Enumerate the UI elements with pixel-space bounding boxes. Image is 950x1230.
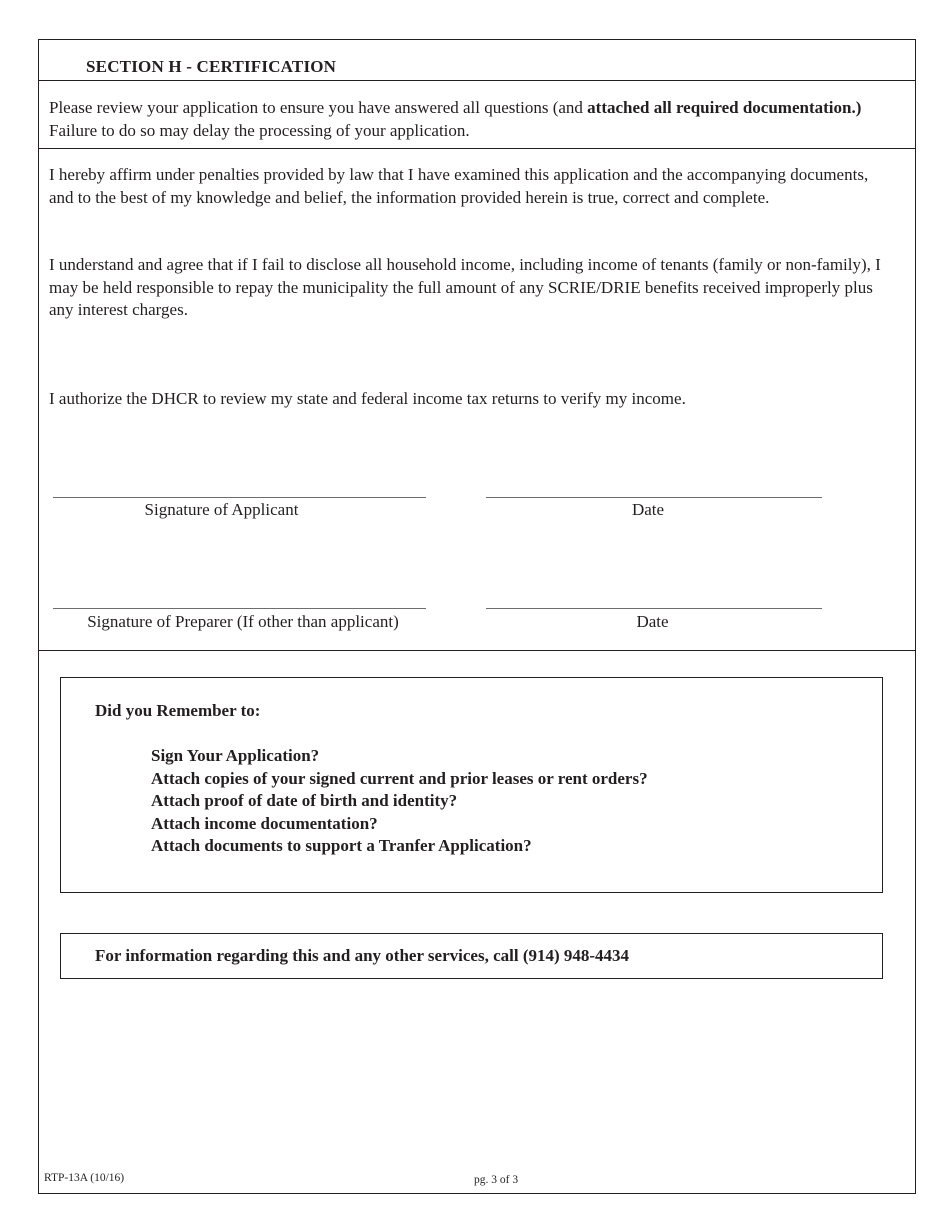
signature-divider [38, 650, 915, 651]
authorize-statement: I authorize the DHCR to review my state and federal income tax returns to verify my income. [49, 389, 686, 408]
form-id: RTP-13A (10/16) [44, 1172, 125, 1184]
reminder-title: Did you Remember to: [95, 701, 261, 720]
applicant-date-label: Date [631, 500, 665, 519]
list-item: Sign Your Application? [151, 746, 320, 765]
section-header-divider [38, 80, 915, 81]
review-bold-text: attached all required documentation.) [587, 98, 862, 117]
review-notice [49, 97, 889, 142]
review-text: Please review your application to ensure you have answered all questions (and [49, 98, 588, 117]
preparer-date-line[interactable] [486, 608, 822, 609]
affirm-statement: I hereby affirm under penalties provided by law that I have examined this application and the accompanying documents, and to the best of my knowledge and belief, the information provided herein is true, correct and complete. [49, 165, 869, 207]
list-item: Attach income documentation? [151, 813, 378, 833]
info-text: For information regarding this and any other services, call (914) 948-4434 [95, 946, 630, 965]
applicant-signature-line[interactable] [53, 497, 426, 498]
preparer-signature-label: Signature of Preparer (If other than applicant) [87, 612, 399, 631]
page-number: pg. 3 of 3 [474, 1174, 519, 1186]
applicant-date-line[interactable] [486, 497, 822, 498]
applicant-signature-label: Signature of Applicant [144, 500, 299, 519]
preparer-signature-line[interactable] [53, 608, 426, 609]
preparer-date-label: Date [636, 612, 669, 631]
review-text-after: Failure to do so may delay the processing of your application. [49, 120, 470, 140]
reminder-list [151, 745, 648, 858]
list-item: Attach documents to support a Tranfer Application? [151, 836, 532, 855]
understand-statement: I understand and agree that if I fail to disclose all household income, including income of tenants (family or non-family), I may be held responsible to repay the municipality the full amount of any SCRIE/DRIE benefits received improperly plus any interest charges. [49, 255, 881, 319]
list-item: Attach proof of date of birth and identity? [151, 791, 458, 810]
section-title: SECTION H - CERTIFICATION [86, 57, 337, 76]
list-item: Attach copies of your signed current and prior leases or rent orders? [151, 768, 648, 788]
review-divider [38, 148, 915, 149]
bottom-border [38, 1193, 915, 1194]
